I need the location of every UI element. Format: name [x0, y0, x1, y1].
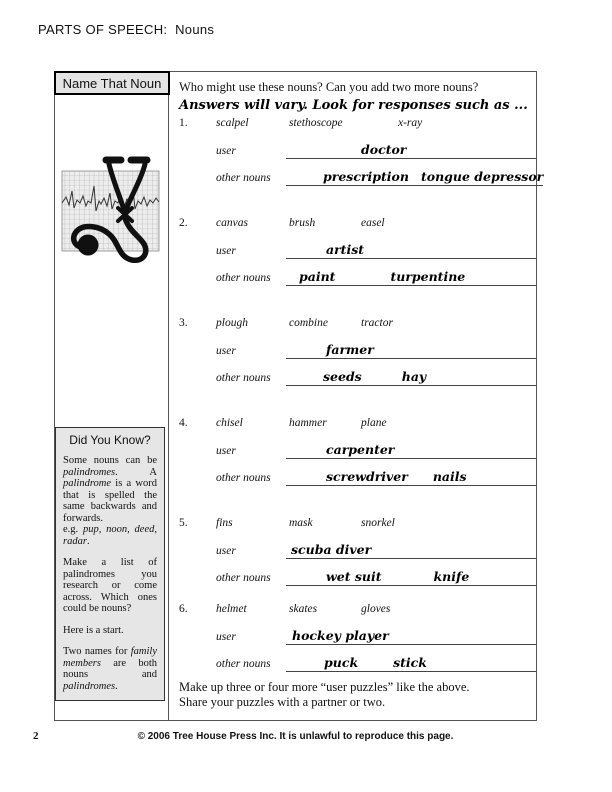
noun-row: [179, 514, 536, 537]
did-you-know-paragraph: Here is a start.: [63, 624, 124, 636]
other-nouns-answer-line: [286, 169, 543, 186]
noun-word: mask: [289, 517, 313, 529]
noun-row: [179, 414, 536, 437]
noun-row: [179, 114, 536, 137]
user-label: user: [216, 445, 236, 457]
exercise-item-4: [179, 414, 536, 486]
other-noun-answer: prescription: [323, 169, 409, 184]
user-row: [179, 237, 536, 259]
noun-word: hammer: [289, 417, 327, 429]
noun-row: [179, 600, 536, 623]
closing-line: Make up three or four more “user puzzles” like the above.: [179, 680, 470, 694]
did-you-know-box: [55, 427, 165, 701]
did-you-know-paragraph: e.g. pup, noon, deed, radar.: [63, 524, 157, 547]
noun-word: fins: [216, 517, 233, 529]
exercise-item-1: [179, 114, 544, 186]
user-answer-line: [286, 442, 536, 459]
user-label: user: [216, 631, 236, 643]
user-answer: artist: [326, 242, 365, 257]
sidebar: [55, 72, 169, 720]
noun-word: chisel: [216, 417, 243, 429]
other-noun-answer: paint: [299, 269, 336, 284]
noun-row: [179, 314, 536, 337]
item-number: 3.: [179, 317, 188, 329]
other-nouns-label: other nouns: [216, 572, 271, 584]
user-label: user: [216, 245, 236, 257]
item-number: 4.: [179, 417, 188, 429]
noun-word: combine: [289, 317, 328, 329]
noun-row: [179, 214, 536, 237]
noun-word: snorkel: [361, 517, 395, 529]
other-nouns-label: other nouns: [216, 658, 271, 670]
other-nouns-answer-line: [286, 469, 536, 486]
user-answer: carpenter: [326, 442, 395, 457]
exercise-item-3: [179, 314, 536, 386]
other-nouns-row: [179, 645, 536, 672]
user-label: user: [216, 545, 236, 557]
user-answer: scuba diver: [291, 542, 372, 557]
page-number: 2: [33, 730, 39, 742]
item-number: 5.: [179, 517, 188, 529]
noun-word: scalpel: [216, 117, 249, 129]
other-nouns-row: [179, 259, 536, 286]
worksheet-title: Name That Noun: [62, 75, 162, 91]
noun-word: easel: [361, 217, 385, 229]
noun-word: skates: [289, 603, 318, 615]
other-noun-answer: puck: [324, 655, 359, 670]
exercise-item-6: [179, 600, 536, 672]
user-label: user: [216, 345, 236, 357]
user-row: [179, 537, 536, 559]
exercise-item-5: [179, 514, 536, 586]
page-header-title: PARTS OF SPEECH: Nouns: [38, 22, 215, 37]
user-answer: hockey player: [292, 628, 389, 643]
did-you-know-paragraph: Two names for family members are both nouns and palindromes.: [63, 646, 157, 692]
stethoscope-ekg-image: [55, 151, 169, 273]
noun-word: plane: [361, 417, 387, 429]
noun-word: tractor: [361, 317, 393, 329]
other-noun-answer: stick: [393, 655, 427, 670]
did-you-know-paragraph: Some nouns can be palindromes. A palindrome is a word that is spelled the same backwards and forwards.: [63, 455, 157, 524]
worksheet-title-box: [54, 71, 170, 95]
noun-word: plough: [216, 317, 248, 329]
teacher-note: Answers will vary. Look for responses such as ...: [179, 98, 528, 113]
item-number: 2.: [179, 217, 188, 229]
other-nouns-row: [179, 459, 536, 486]
noun-word: x-ray: [398, 117, 423, 129]
noun-word: canvas: [216, 217, 248, 229]
user-answer-line: [286, 542, 536, 559]
closing-line: Share your puzzles with a partner or two.: [179, 695, 386, 709]
other-nouns-answer-line: [286, 369, 536, 386]
other-nouns-row: [179, 359, 536, 386]
user-row: [179, 437, 536, 459]
other-nouns-label: other nouns: [216, 472, 271, 484]
item-number: 6.: [179, 603, 188, 615]
other-nouns-answer-line: [286, 655, 536, 672]
other-noun-answer: tongue depressor: [420, 169, 544, 184]
other-nouns-row: [179, 159, 544, 186]
stethoscope-chestpiece: [78, 235, 99, 256]
other-noun-answer: knife: [433, 569, 470, 584]
other-noun-answer: hay: [401, 369, 427, 384]
did-you-know-title: Did You Know?: [69, 433, 151, 447]
worksheet-frame: [54, 71, 544, 721]
other-nouns-answer-line: [286, 269, 536, 286]
other-noun-answer: screwdriver: [326, 469, 408, 484]
user-answer-line: [286, 628, 536, 645]
other-nouns-label: other nouns: [216, 272, 271, 284]
user-answer: farmer: [326, 342, 374, 357]
user-answer: doctor: [361, 142, 407, 157]
user-label: user: [216, 145, 236, 157]
other-nouns-answer-line: [286, 569, 536, 586]
did-you-know-paragraph: Make a list of palindromes you research or come across. Which ones could be nouns?: [63, 557, 157, 614]
exercise-item-2: [179, 214, 536, 286]
noun-word: stethoscope: [289, 117, 343, 129]
user-answer-line: [286, 242, 536, 259]
other-noun-answer: turpentine: [390, 269, 466, 284]
user-row: [179, 137, 536, 159]
other-nouns-label: other nouns: [216, 172, 271, 184]
exercise-question: Who might use these nouns? Can you add two more nouns?: [179, 80, 479, 94]
closing-instructions: [179, 680, 536, 710]
copyright-footer: © 2006 Tree House Press Inc. It is unlawful to reproduce this page.: [137, 731, 454, 742]
user-row: [179, 623, 536, 645]
other-nouns-row: [179, 559, 536, 586]
exercise-area: [169, 72, 544, 720]
item-number: 1.: [179, 117, 188, 129]
other-noun-answer: nails: [432, 469, 467, 484]
other-nouns-label: other nouns: [216, 372, 271, 384]
other-noun-answer: seeds: [323, 369, 362, 384]
user-answer-line: [286, 342, 536, 359]
noun-word: gloves: [361, 603, 391, 615]
user-answer-line: [286, 142, 536, 159]
other-noun-answer: wet suit: [326, 569, 382, 584]
user-row: [179, 337, 536, 359]
noun-word: brush: [289, 217, 316, 229]
noun-word: helmet: [216, 603, 247, 615]
